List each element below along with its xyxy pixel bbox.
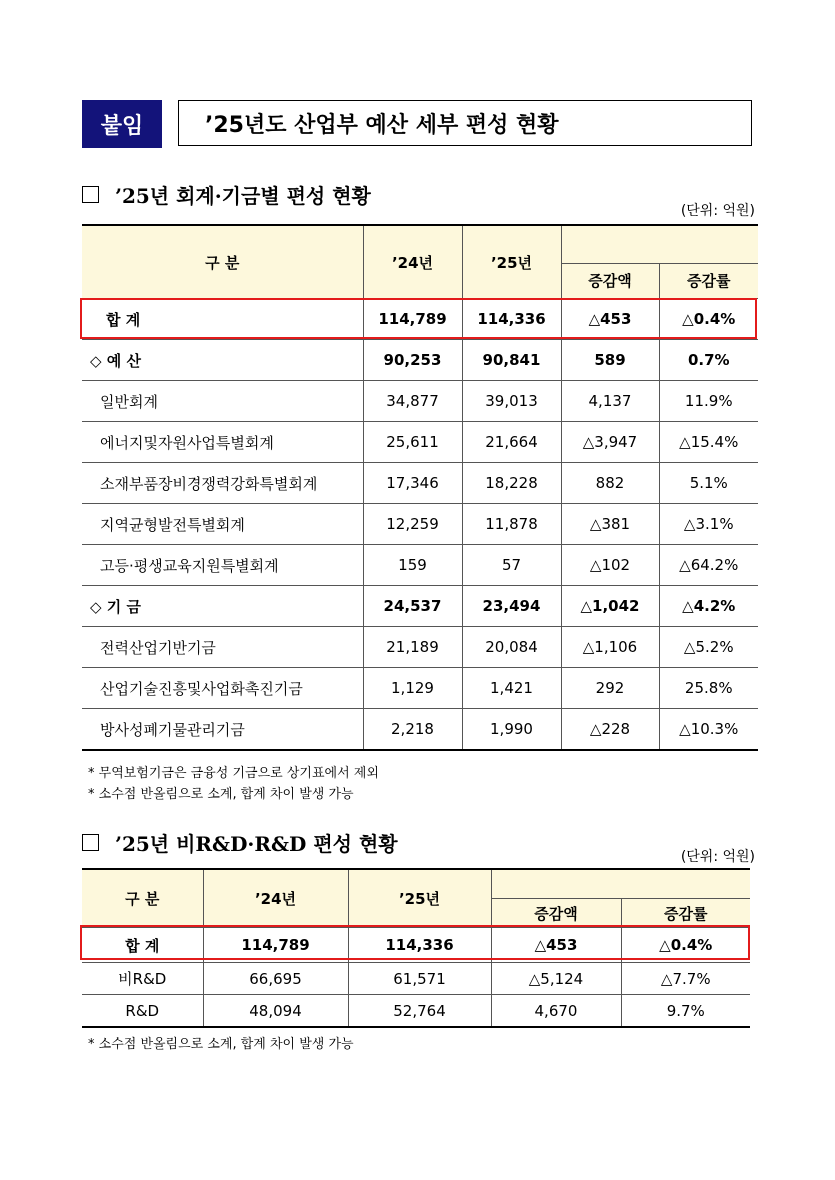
row-label: ◇ 예 산 — [82, 340, 363, 381]
cell-diff: 4,670 — [491, 995, 621, 1028]
cell-2024: 25,611 — [363, 422, 462, 463]
section1-note: * 무역보험기금은 금융성 기금으로 상기표에서 제외 — [88, 766, 379, 781]
cell-diff: △1,042 — [561, 586, 659, 627]
table-row-total — [82, 928, 750, 963]
page-title: ’25년도 산업부 예산 세부 편성 현황 — [178, 100, 752, 146]
budget-by-account-table — [82, 224, 758, 751]
cell-2024: 114,789 — [203, 928, 348, 963]
table-row — [82, 422, 758, 463]
cell-2025: 18,228 — [462, 463, 561, 504]
header-diff: 증감액 — [561, 263, 659, 298]
cell-2024: 2,218 — [363, 709, 462, 751]
cell-2024: 21,189 — [363, 627, 462, 668]
cell-rate: 0.7% — [659, 340, 758, 381]
cell-rate: △3.1% — [659, 504, 758, 545]
header-change-group — [561, 225, 758, 263]
cell-2025: 114,336 — [348, 928, 491, 963]
cell-2024: 66,695 — [203, 963, 348, 995]
table-row — [82, 381, 758, 422]
table-row — [82, 463, 758, 504]
cell-2025: 90,841 — [462, 340, 561, 381]
section1-title: ’25년 회계·기금별 편성 현황 — [115, 184, 371, 208]
header-diff: 증감액 — [491, 899, 621, 928]
cell-2024: 24,537 — [363, 586, 462, 627]
cell-rate: 11.9% — [659, 381, 758, 422]
cell-2025: 21,664 — [462, 422, 561, 463]
row-label: 소재부품장비경쟁력강화특별회계 — [82, 463, 363, 504]
cell-2024: 48,094 — [203, 995, 348, 1028]
cell-diff: 292 — [561, 668, 659, 709]
cell-rate: △64.2% — [659, 545, 758, 586]
cell-2025: 1,990 — [462, 709, 561, 751]
table-row-total — [82, 299, 758, 340]
attachment-badge: 붙임 — [82, 100, 162, 148]
cell-rate: △10.3% — [659, 709, 758, 751]
cell-diff: △5,124 — [491, 963, 621, 995]
cell-diff: 4,137 — [561, 381, 659, 422]
cell-2024: 90,253 — [363, 340, 462, 381]
cell-2024: 1,129 — [363, 668, 462, 709]
cell-diff: △453 — [491, 928, 621, 963]
rnd-budget-table — [82, 868, 750, 1028]
cell-rate: 25.8% — [659, 668, 758, 709]
cell-2025: 20,084 — [462, 627, 561, 668]
header-2025: ’25년 — [462, 225, 561, 299]
table-row-budget — [82, 340, 758, 381]
row-label: 지역균형발전특별회계 — [82, 504, 363, 545]
section1-heading — [82, 180, 371, 209]
table-row — [82, 995, 750, 1028]
section2-unit: (단위: 억원) — [680, 849, 755, 865]
checkbox-square-icon — [82, 186, 99, 203]
cell-2024: 12,259 — [363, 504, 462, 545]
cell-diff: 589 — [561, 340, 659, 381]
header-rate: 증감률 — [621, 899, 750, 928]
cell-rate: △7.7% — [621, 963, 750, 995]
row-label: 비R&D — [82, 963, 203, 995]
cell-rate: △4.2% — [659, 586, 758, 627]
cell-2024: 17,346 — [363, 463, 462, 504]
table-row — [82, 504, 758, 545]
cell-diff: 882 — [561, 463, 659, 504]
cell-diff: △381 — [561, 504, 659, 545]
row-label: 합 계 — [82, 299, 363, 340]
row-label: R&D — [82, 995, 203, 1028]
cell-rate: △5.2% — [659, 627, 758, 668]
header-change-group — [491, 869, 750, 899]
table-row — [82, 963, 750, 995]
header-2024: ’24년 — [203, 869, 348, 928]
section2-note: * 소수점 반올림으로 소계, 합계 차이 발생 가능 — [88, 1037, 354, 1052]
header-rate: 증감률 — [659, 263, 758, 298]
row-label: 전력산업기반기금 — [82, 627, 363, 668]
cell-2025: 23,494 — [462, 586, 561, 627]
cell-diff: △3,947 — [561, 422, 659, 463]
row-label: 산업기술진흥및사업화촉진기금 — [82, 668, 363, 709]
cell-2025: 114,336 — [462, 299, 561, 340]
table-row — [82, 709, 758, 751]
cell-2024: 34,877 — [363, 381, 462, 422]
cell-2024: 114,789 — [363, 299, 462, 340]
table-row — [82, 545, 758, 586]
cell-2024: 159 — [363, 545, 462, 586]
cell-2025: 1,421 — [462, 668, 561, 709]
section2-title: ’25년 비R&D·R&D 편성 현황 — [115, 832, 398, 856]
row-label: 에너지및자원사업특별회계 — [82, 422, 363, 463]
cell-rate: △15.4% — [659, 422, 758, 463]
cell-2025: 52,764 — [348, 995, 491, 1028]
row-label: 합 계 — [82, 928, 203, 963]
cell-rate: △0.4% — [659, 299, 758, 340]
row-label: 고등·평생교육지원특별회계 — [82, 545, 363, 586]
cell-rate: 5.1% — [659, 463, 758, 504]
cell-diff: △102 — [561, 545, 659, 586]
row-label: 방사성폐기물관리기금 — [82, 709, 363, 751]
header-2024: ’24년 — [363, 225, 462, 299]
section1-note: * 소수점 반올림으로 소계, 합계 차이 발생 가능 — [88, 787, 354, 802]
checkbox-square-icon — [82, 834, 99, 851]
cell-2025: 39,013 — [462, 381, 561, 422]
row-label: ◇ 기 금 — [82, 586, 363, 627]
cell-diff: △1,106 — [561, 627, 659, 668]
header-2025: ’25년 — [348, 869, 491, 928]
table-row — [82, 627, 758, 668]
cell-diff: △228 — [561, 709, 659, 751]
cell-2025: 61,571 — [348, 963, 491, 995]
table-row-fund — [82, 586, 758, 627]
cell-rate: 9.7% — [621, 995, 750, 1028]
cell-2025: 57 — [462, 545, 561, 586]
section1-unit: (단위: 억원) — [680, 203, 755, 219]
cell-2025: 11,878 — [462, 504, 561, 545]
header-category: 구 분 — [82, 225, 363, 299]
row-label: 일반회계 — [82, 381, 363, 422]
table-row — [82, 668, 758, 709]
cell-rate: △0.4% — [621, 928, 750, 963]
cell-diff: △453 — [561, 299, 659, 340]
section2-heading — [82, 828, 398, 857]
header-category: 구 분 — [82, 869, 203, 928]
